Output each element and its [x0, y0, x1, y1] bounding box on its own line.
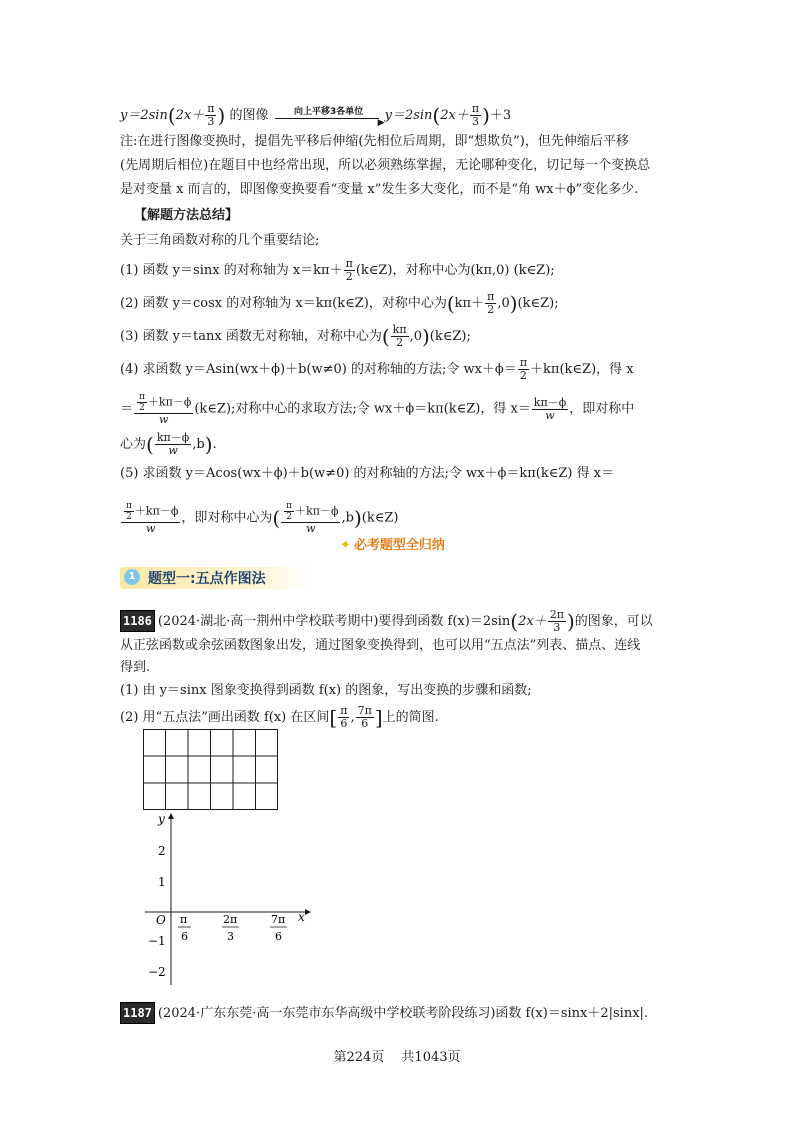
x-axis-label: x	[298, 910, 305, 924]
x-tick-2pi3-den: 3	[227, 930, 234, 943]
question-1186-part-1: (1) 由 y＝sinx 图象变换得到函数 f(x) 的图象，写出变换的步骤和函数;	[120, 683, 532, 698]
x-tick-pi6-num: π	[180, 913, 188, 926]
question-1186-part-2: (2) 用“五点法”画出函数 f(x) 在区间[ $\frac{\pi}{6}$ , $\frac{7\pi}{6}$ ]上的简图.	[120, 704, 439, 730]
conclusion-5-line-1: (5) 求函数 y＝Acos(wx＋ϕ)＋b(w≠0) 的对称轴的方法;令 wx＋ϕ＝kπ(k∈Z) 得 x＝	[120, 466, 615, 481]
conclusion-4-line-1: (4) 求函数 y＝Asin(wx＋ϕ)＋b(w≠0) 的对称轴的方法;令 wx＋ϕ＝ $\frac{\pi}{2}$ ＋kπ(k∈Z)，得 x	[120, 356, 634, 382]
note-line-3: 是对变量 x 而言的，即图像变换要看“变量 x”发生多大变化，而不是“角 wx＋ϕ”变化多少.	[120, 182, 639, 197]
y-tick-2: 2	[158, 844, 166, 858]
conclusion-3: (3) 函数 y＝tanx 函数无对称轴，对称中心为( $\frac{k\pi}{2}$ ,0)(k∈Z);	[120, 323, 471, 349]
type-heading-label: 题型一:五点作图法	[148, 571, 266, 587]
origin-label: O	[156, 913, 166, 927]
y-tick-neg2: −2	[148, 965, 166, 979]
question-number-badge: 1186	[120, 610, 155, 632]
question-1186-line-2: 从正弦函数或余弦函数图象出发，通过图象变换得到，也可以用“五点法”列表、描点、连线	[120, 638, 641, 653]
method-title: 【解题方法总结】	[134, 208, 239, 223]
transform-line: y＝2sin(2x＋ $\frac{\pi}{3}$ ) 的图像 向上平移3各单位 ▶ y＝2sin(2x＋ $\frac{\pi}{3}$ )＋3	[120, 102, 512, 128]
note-line-1: 注:在进行图像变换时，提倡先平移后伸缩(先相位后周期，即“想欺负”)，但先伸缩后平移	[120, 134, 629, 149]
coordinate-axes	[140, 810, 320, 990]
lhs-func: y＝2sin	[120, 108, 168, 123]
pi-over-3-frac: $\frac{\pi}{3}$	[207, 102, 215, 128]
question-1186-line-1: 1186 (2024·湖北·高一荆州中学校联考期中)要得到函数 f(x)＝2sin(2x＋ $\frac{2\pi}{3}$ )的图象，可以	[120, 609, 680, 634]
conclusion-5-line-2: $\frac{\pi}{2}$ ＋kπ－ϕ w ，即对称中心为( $\frac{\pi}{2}$ ＋kπ－ϕ w ,b)(k∈Z)	[120, 501, 680, 535]
y-tick-neg1: −1	[148, 934, 166, 948]
x-tick-labels	[178, 913, 287, 943]
x-tick-7pi6-den: 6	[275, 930, 282, 943]
conclusion-intro: 关于三角函数对称的几个重要结论;	[120, 233, 320, 248]
page-footer: 第224页 共1043页	[333, 1050, 461, 1065]
five-point-table-grid	[143, 729, 279, 811]
question-1186-line-3: 得到.	[120, 660, 151, 675]
star-icon: ✦	[340, 538, 351, 553]
conclusion-4-line-2: ＝ $\frac{\pi}{2}$ ＋kπ－ϕ w (k∈Z);对称中心的求取方法;令 wx＋ϕ＝kπ(k∈Z)，得 x＝ $\frac{k\pi-\phi}{w}$ ，即对称中	[120, 392, 635, 426]
must-test-banner: ✦ 必考题型全归纳	[340, 538, 445, 553]
x-tick-7pi6-num: 7π	[271, 913, 286, 926]
type-number-badge: 1	[124, 569, 140, 585]
conclusion-4-line-3: 心为( $\frac{k\pi-\phi}{w}$ ,b).	[120, 431, 217, 457]
y-axis-label: y	[158, 812, 165, 826]
note-line-2: (先周期后相位)在题目中也经常出现，所以必须熟练掌握，无论哪种变化，切记每一个变换总	[120, 158, 651, 173]
question-number-badge: 1187	[120, 1002, 155, 1024]
y-tick-1: 1	[158, 875, 166, 889]
x-tick-2pi3-num: 2π	[223, 913, 238, 926]
conclusion-2: (2) 函数 y＝cosx 的对称轴为 x＝kπ(k∈Z)，对称中心为(kπ＋ $\frac{\pi}{2}$ ,0)(k∈Z);	[120, 290, 559, 316]
transform-arrow: 向上平移3各单位 ▶	[273, 107, 385, 125]
conclusion-1: (1) 函数 y＝sinx 的对称轴为 x＝kπ＋ $\frac{\pi}{2}$ (k∈Z)，对称中心为(kπ,0) (k∈Z);	[120, 257, 555, 283]
x-tick-pi6-den: 6	[181, 930, 188, 943]
question-1187: 1187 (2024·广东东莞·高一东莞市东华高级中学校联考阶段练习)函数 f(x)＝sinx＋2|sinx|.	[120, 1002, 680, 1024]
